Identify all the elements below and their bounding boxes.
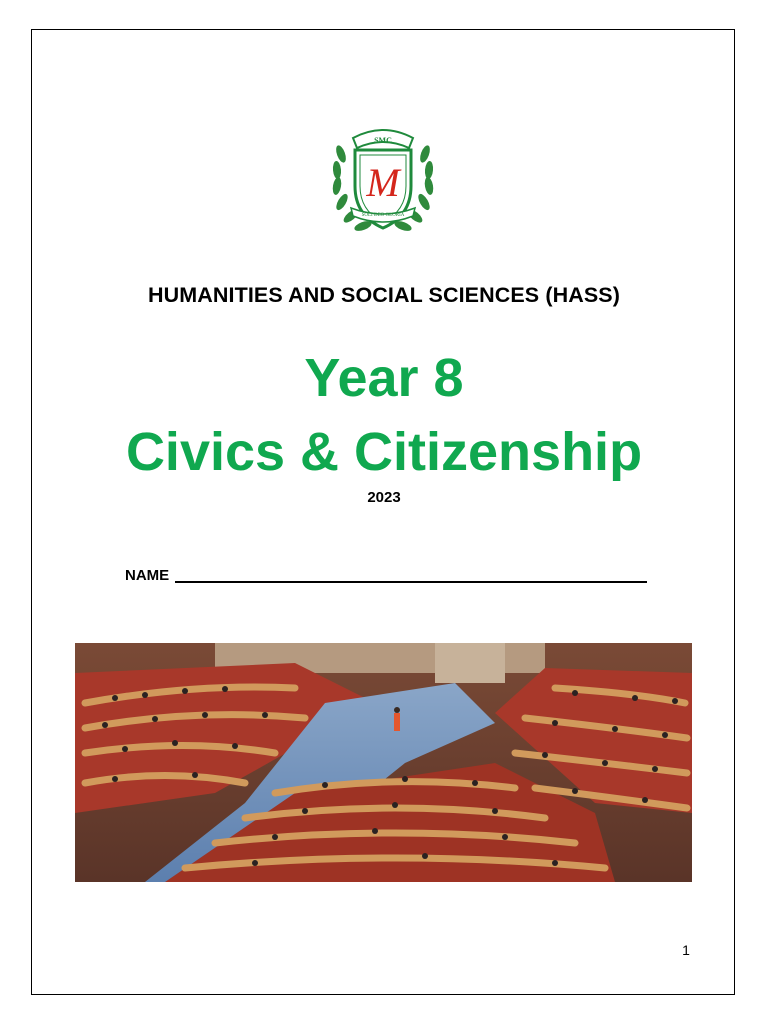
crest-letters: SMC <box>374 136 392 145</box>
page-number: 1 <box>682 942 690 958</box>
speaker-area <box>435 643 505 683</box>
crest-motto: SOLI DEO GLORIA <box>361 213 405 218</box>
name-write-line[interactable] <box>175 581 647 583</box>
course-title: Civics & Citizenship <box>125 422 643 482</box>
name-label: NAME <box>125 567 170 584</box>
school-crest-logo <box>329 124 437 238</box>
name-field[interactable] <box>125 565 647 585</box>
standing-figure <box>394 713 400 731</box>
year-label: 2023 <box>367 489 401 506</box>
parliament-chamber-photo <box>75 643 692 882</box>
year-title: Year 8 <box>304 348 464 408</box>
crest-graphic <box>329 124 437 238</box>
crest-monogram: M <box>366 160 400 205</box>
standing-figure-head <box>394 707 400 713</box>
subject-heading: HUMANITIES AND SOCIAL SCIENCES (HASS) <box>148 283 620 307</box>
